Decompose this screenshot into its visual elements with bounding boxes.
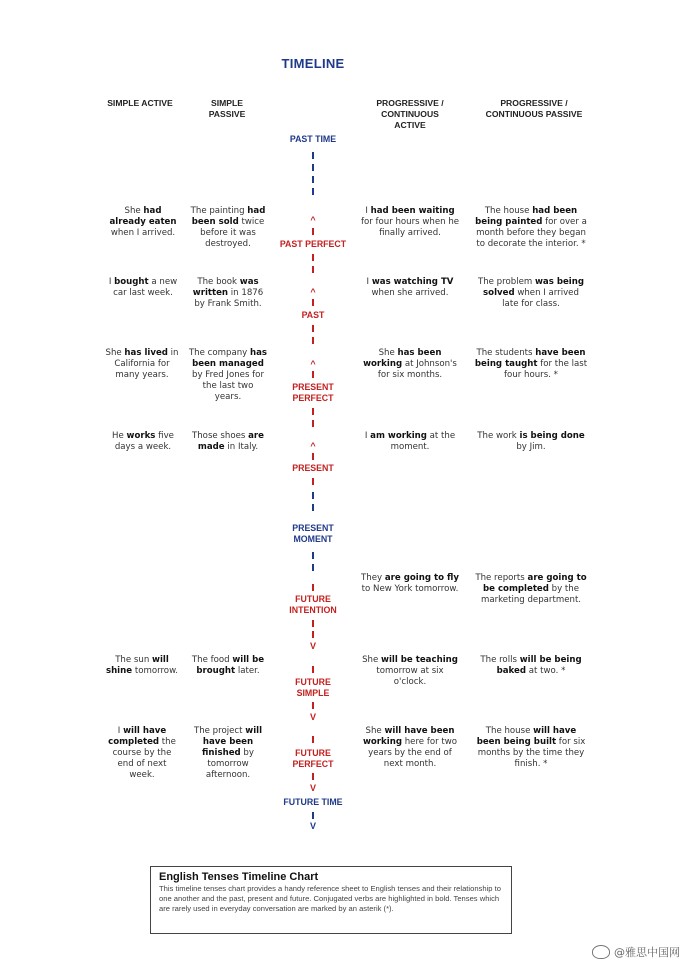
timeline-present-moment: PRESENT MOMENT (292, 523, 334, 544)
cell-future-perfect-simple-passive: The project will have been finished by tomorrow afternoon. (193, 726, 263, 780)
timeline-dash (312, 773, 314, 780)
timeline-dash (312, 337, 314, 344)
timeline-up-arrow: ^ (310, 359, 316, 369)
timeline-dash (312, 631, 314, 638)
info-text: This timeline tenses chart provides a handy reference sheet to English tenses and their relationship to one another and the past, present and future. Conjugated verbs are highlighted in bold. Tenses which are rarely used in everyday conversation are marked by an asterik (*). (159, 884, 501, 913)
cell-present-progressive-active: I am working at the moment. (364, 431, 456, 452)
timeline-present: PRESENT (292, 463, 334, 473)
timeline-future-simple: FUTURE SIMPLE (295, 677, 331, 698)
timeline-dash (312, 564, 314, 571)
timeline-dash (312, 176, 314, 183)
timeline-dash (312, 228, 314, 235)
page-title: TIMELINE (281, 56, 345, 71)
timeline-dash (312, 420, 314, 427)
info-title: English Tenses Timeline Chart (159, 871, 319, 883)
timeline-up-arrow: ^ (310, 215, 316, 225)
header-progressive-passive: PROGRESSIVE / CONTINUOUS PASSIVE (485, 98, 583, 119)
cell-past-perfect-progressive-passive: The house had been being painted for over a month before they began to decorate the interior. * (475, 206, 587, 249)
timeline-present-perfect: PRESENT PERFECT (292, 382, 334, 403)
cell-future-simple-simple-passive: The food will be brought later. (191, 655, 265, 676)
timeline-dash (312, 666, 314, 673)
timeline-past-perfect: PAST PERFECT (279, 239, 347, 249)
timeline-past-time: PAST TIME (289, 134, 337, 144)
cell-past-perfect-progressive-active: I had been waiting for four hours when he finally arrived. (360, 206, 460, 238)
cell-present-perfect-progressive-passive: The students have been being taught for the last four hours. * (474, 348, 588, 380)
cell-future-perfect-progressive-passive: The house will have been being built for six months by the time they finish. * (476, 726, 586, 769)
cell-future-simple-progressive-active: She will be teaching tomorrow at six o'clock. (362, 655, 458, 687)
timeline-dash (312, 478, 314, 485)
timeline-dash (312, 702, 314, 709)
header-simple-passive: SIMPLE PASSIVE (208, 98, 246, 119)
cell-present-perfect-simple-passive: The company has been managed by Fred Jones for the last two years. (188, 348, 268, 402)
timeline-dash (312, 188, 314, 195)
timeline-dash (312, 325, 314, 332)
cell-future-perfect-simple-active: I will have completed the course by the end of next week. (108, 726, 176, 780)
timeline-up-arrow: ^ (310, 441, 316, 451)
weibo-icon (592, 945, 610, 959)
cell-present-progressive-passive: The work is being done by Jim. (477, 431, 585, 452)
cell-present-simple-active: He works five days a week. (112, 431, 174, 452)
timeline-dash (312, 408, 314, 415)
cell-future-simple-simple-active: The sun will shine tomorrow. (105, 655, 179, 676)
timeline-dash (312, 812, 314, 819)
timeline-dash (312, 371, 314, 378)
timeline-down-arrow: V (309, 712, 316, 722)
info-box (150, 866, 512, 934)
header-progressive-active: PROGRESSIVE / CONTINUOUS ACTIVE (376, 98, 444, 130)
cell-past-progressive-active: I was watching TV when she arrived. (366, 277, 454, 298)
timeline-dash (312, 299, 314, 306)
timeline-dash (312, 266, 314, 273)
timeline-dash (312, 620, 314, 627)
cell-past-simple-active: I bought a new car last week. (108, 277, 178, 298)
timeline-down-arrow: V (309, 783, 316, 793)
cell-past-progressive-passive: The problem was being solved when I arrived late for class. (477, 277, 585, 309)
timeline-up-arrow: ^ (310, 287, 316, 297)
cell-future-simple-progressive-passive: The rolls will be being baked at two. * (480, 655, 582, 676)
timeline-down-arrow: V (309, 821, 316, 831)
cell-future-intention-progressive-passive: The reports are going to be completed by the marketing department. (475, 573, 587, 605)
timeline-dash (312, 254, 314, 261)
cell-future-perfect-progressive-active: She will have been working here for two years by the end of next month. (362, 726, 458, 769)
timeline-dash (312, 152, 314, 159)
timeline-future-perfect: FUTURE PERFECT (292, 748, 334, 769)
timeline-past: PAST (301, 310, 325, 320)
watermark-handle: @雅思中国网 (614, 946, 680, 959)
timeline-future-time: FUTURE TIME (283, 797, 343, 807)
header-simple-active: SIMPLE ACTIVE (107, 98, 173, 108)
cell-future-intention-progressive-active: They are going to fly to New York tomorrow. (361, 573, 459, 594)
timeline-dash (312, 552, 314, 559)
cell-present-simple-passive: Those shoes are made in Italy. (191, 431, 264, 452)
cell-past-perfect-simple-active: She had already eaten when I arrived. (109, 206, 177, 238)
cell-past-simple-passive: The book was written in 1876 by Frank Smith. (192, 277, 264, 309)
timeline-dash (312, 453, 314, 460)
cell-present-perfect-simple-active: She has lived in California for many years. (105, 348, 179, 380)
timeline-dash (312, 736, 314, 743)
timeline-dash (312, 164, 314, 171)
timeline-dash (312, 492, 314, 499)
cell-past-perfect-simple-passive: The painting had been sold twice before it was destroyed. (190, 206, 266, 249)
timeline-down-arrow: V (309, 641, 316, 651)
timeline-future-intention: FUTURE INTENTION (289, 594, 337, 615)
timeline-dash (312, 504, 314, 511)
watermark (592, 944, 680, 960)
cell-present-perfect-progressive-active: She has been working at Johnson's for six months. (363, 348, 457, 380)
timeline-dash (312, 584, 314, 591)
